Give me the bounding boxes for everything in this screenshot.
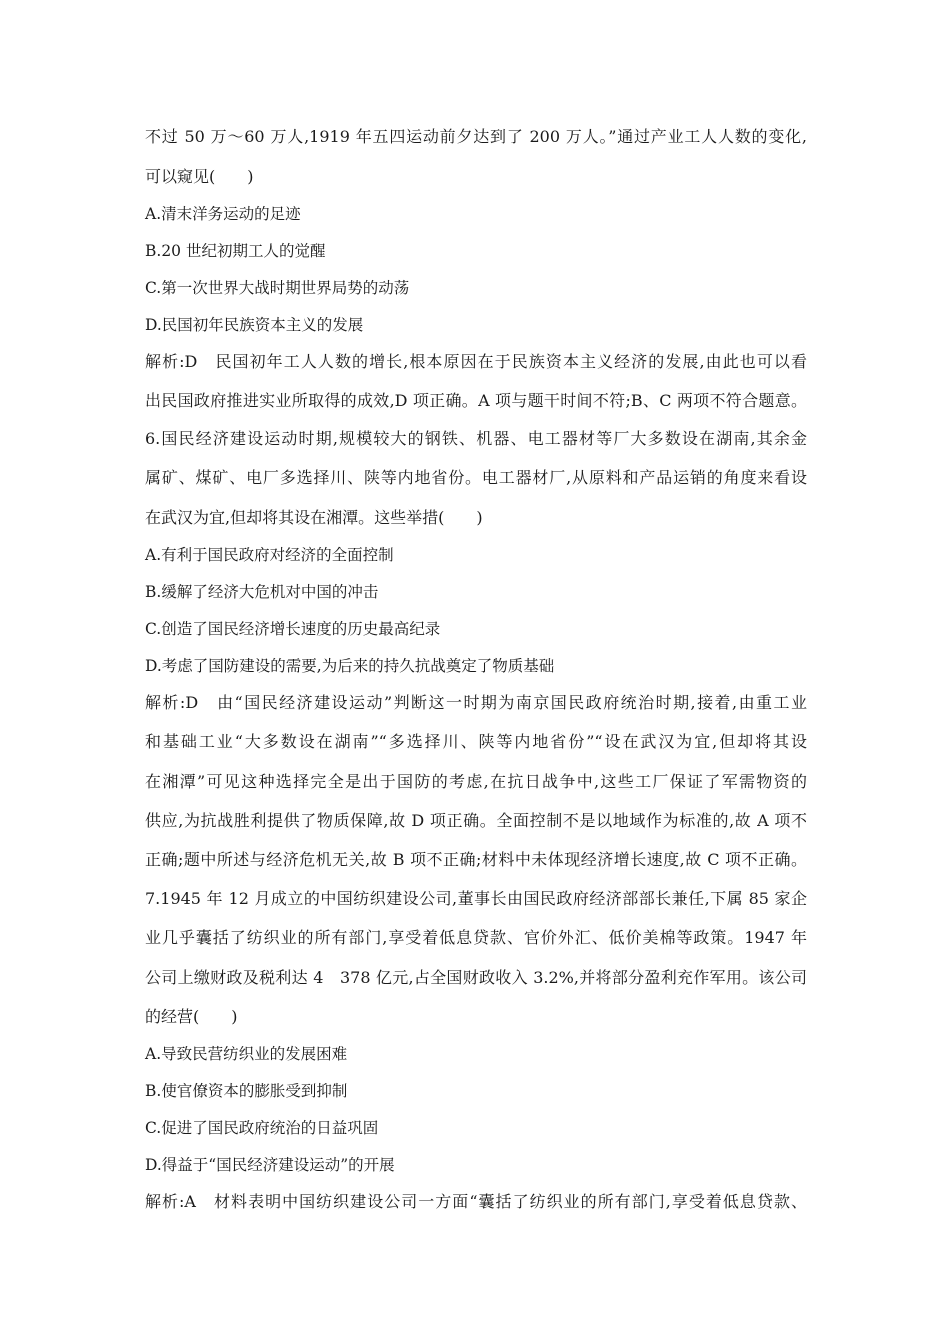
q5-option-c: C.第一次世界大战时期世界局势的动荡 xyxy=(145,279,410,297)
q5-stem-line-2: 可以窥见( ) xyxy=(145,167,254,186)
q6-option-d: D.考虑了国防建设的需要,为后来的持久抗战奠定了物质基础 xyxy=(145,657,555,675)
q7-stem-line-2: 业几乎囊括了纺织业的所有部门,享受着低息贷款、官价外汇、低价美棉等政策。1947 年 xyxy=(145,928,807,947)
q5-stem-line-1: 不过 50 万～60 万人,1919 年五四运动前夕达到了 200 万人。”通过产业工人人数的变化, xyxy=(145,127,807,146)
q5-option-a: A.清末洋务运动的足迹 xyxy=(145,205,301,223)
q5-analysis-line-2: 出民国政府推进实业所取得的成效,D 项正确。A 项与题干时间不符;B、C 两项不符合题意。 xyxy=(145,391,807,410)
q6-analysis-line-2: 和基础工业“大多数设在湖南”“多选择川、陕等内地省份”“设在武汉为宜,但却将其设 xyxy=(145,732,807,751)
q5-analysis-line-1: 解析:D 民国初年工人人数的增长,根本原因在于民族资本主义经济的发展,由此也可以看 xyxy=(145,352,807,371)
q7-analysis-line-1: 解析:A 材料表明中国纺织建设公司一方面“囊括了纺织业的所有部门,享受着低息贷款、 xyxy=(145,1192,807,1211)
q7-stem-line-3: 公司上缴财政及税利达 4 378 亿元,占全国财政收入 3.2%,并将部分盈利充作军用。该公司 xyxy=(145,968,807,987)
q6-analysis-line-1: 解析:D 由“国民经济建设运动”判断这一时期为南京国民政府统治时期,接着,由重工业 xyxy=(145,693,807,712)
q6-analysis-line-3: 在湘潭”可见这种选择完全是出于国防的考虑,在抗日战争中,这些工厂保证了军需物资的 xyxy=(145,772,807,791)
q5-option-d: D.民国初年民族资本主义的发展 xyxy=(145,316,364,334)
q6-stem-line-1: 6.国民经济建设运动时期,规模较大的钢铁、机器、电工器材等厂大多数设在湖南,其余金 xyxy=(145,429,807,448)
q7-stem-line-1: 7.1945 年 12 月成立的中国纺织建设公司,董事长由国民政府经济部部长兼任,下属 85 家企 xyxy=(145,889,807,908)
q7-option-a: A.导致民营纺织业的发展困难 xyxy=(145,1045,348,1063)
q7-option-c: C.促进了国民政府统治的日益巩固 xyxy=(145,1119,379,1137)
q7-stem-line-4: 的经营( ) xyxy=(145,1007,238,1026)
q6-option-c: C.创造了国民经济增长速度的历史最高纪录 xyxy=(145,620,441,638)
q6-option-a: A.有利于国民政府对经济的全面控制 xyxy=(145,546,394,564)
q6-stem-line-2: 属矿、煤矿、电厂多选择川、陕等内地省份。电工器材厂,从原料和产品运销的角度来看设 xyxy=(145,468,807,487)
q6-analysis-line-5: 正确;题中所述与经济危机无关,故 B 项不正确;材料中未体现经济增长速度,故 C 项不正确。 xyxy=(145,850,807,869)
q6-stem-line-3: 在武汉为宜,但却将其设在湘潭。这些举措( ) xyxy=(145,508,483,527)
q6-analysis-line-4: 供应,为抗战胜利提供了物质保障,故 D 项正确。全面控制不是以地域作为标准的,故 A 项不 xyxy=(145,811,807,830)
q7-option-d: D.得益于“国民经济建设运动”的开展 xyxy=(145,1156,395,1174)
q7-option-b: B.使官僚资本的膨胀受到抑制 xyxy=(145,1082,348,1100)
q6-option-b: B.缓解了经济大危机对中国的冲击 xyxy=(145,583,379,601)
q5-option-b: B.20 世纪初期工人的觉醒 xyxy=(145,242,326,260)
